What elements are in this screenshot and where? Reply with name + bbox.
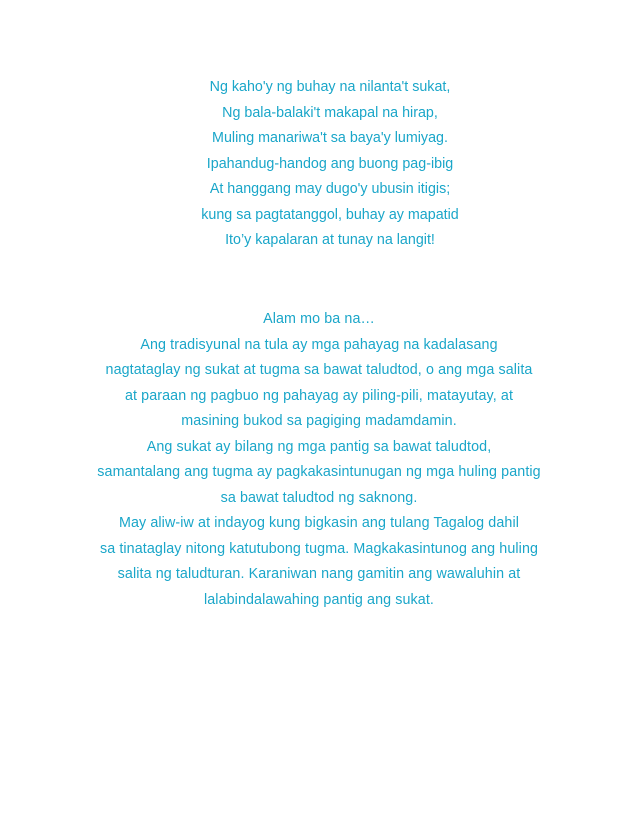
explanation-line-8: sa bawat taludtod ng saknong. — [220, 489, 418, 506]
poem-stanza — [0, 75, 638, 254]
poem-line-6: kung sa pagtatanggol, buhay ay mapatid — [201, 206, 459, 223]
explanation-line-6: Ang sukat ay bilang ng mga pantig sa bawat taludtod, — [146, 438, 492, 455]
explanation-paragraph — [0, 307, 638, 613]
explanation-heading: Alam mo ba na… — [263, 311, 375, 327]
explanation-line-9: May aliw-iw at indayog kung bigkasin ang tulang Tagalog dahil — [118, 515, 520, 531]
poem-line-5: At hanggang may dugo'y ubusin itigis; — [209, 181, 451, 197]
explanation-line-5: masining bukod sa pagiging madamdamin. — [181, 413, 457, 429]
explanation-line-2: Ang tradisyunal na tula ay mga pahayag na kadalasang — [140, 336, 498, 353]
poem-line-3: Muling manariwa't sa baya'y lumiyag. — [212, 130, 448, 146]
explanation-line-7: samantalang ang tugma ay pagkakasintunugan ng mga huling pantig — [97, 464, 541, 480]
poem-line-4: Ipahandug-handog ang buong pag-ibig — [206, 155, 454, 172]
explanation-line-3: nagtataglay ng sukat at tugma sa bawat taludtod, o ang mga salita — [105, 362, 533, 378]
explanation-line-4: at paraan ng pagbuo ng pahayag ay piling-pili, matayutay, at — [124, 387, 514, 404]
explanation-line-11: salita ng taludturan. Karaniwan nang gamitin ang wawaluhin at — [117, 566, 521, 582]
poem-line-2: Ng bala-balaki't makapal na hirap, — [222, 104, 438, 121]
explanation-line-12: lalabindalawahing pantig ang sukat. — [203, 591, 435, 608]
poem-line-1: Ng kaho'y ng buhay na nilanta't sukat, — [209, 79, 451, 95]
explanation-line-10: sa tinataglay nitong katutubong tugma. Magkakasintunog ang huling — [99, 540, 539, 557]
poem-line-7: Ito’y kapalaran at tunay na langit! — [225, 232, 435, 248]
